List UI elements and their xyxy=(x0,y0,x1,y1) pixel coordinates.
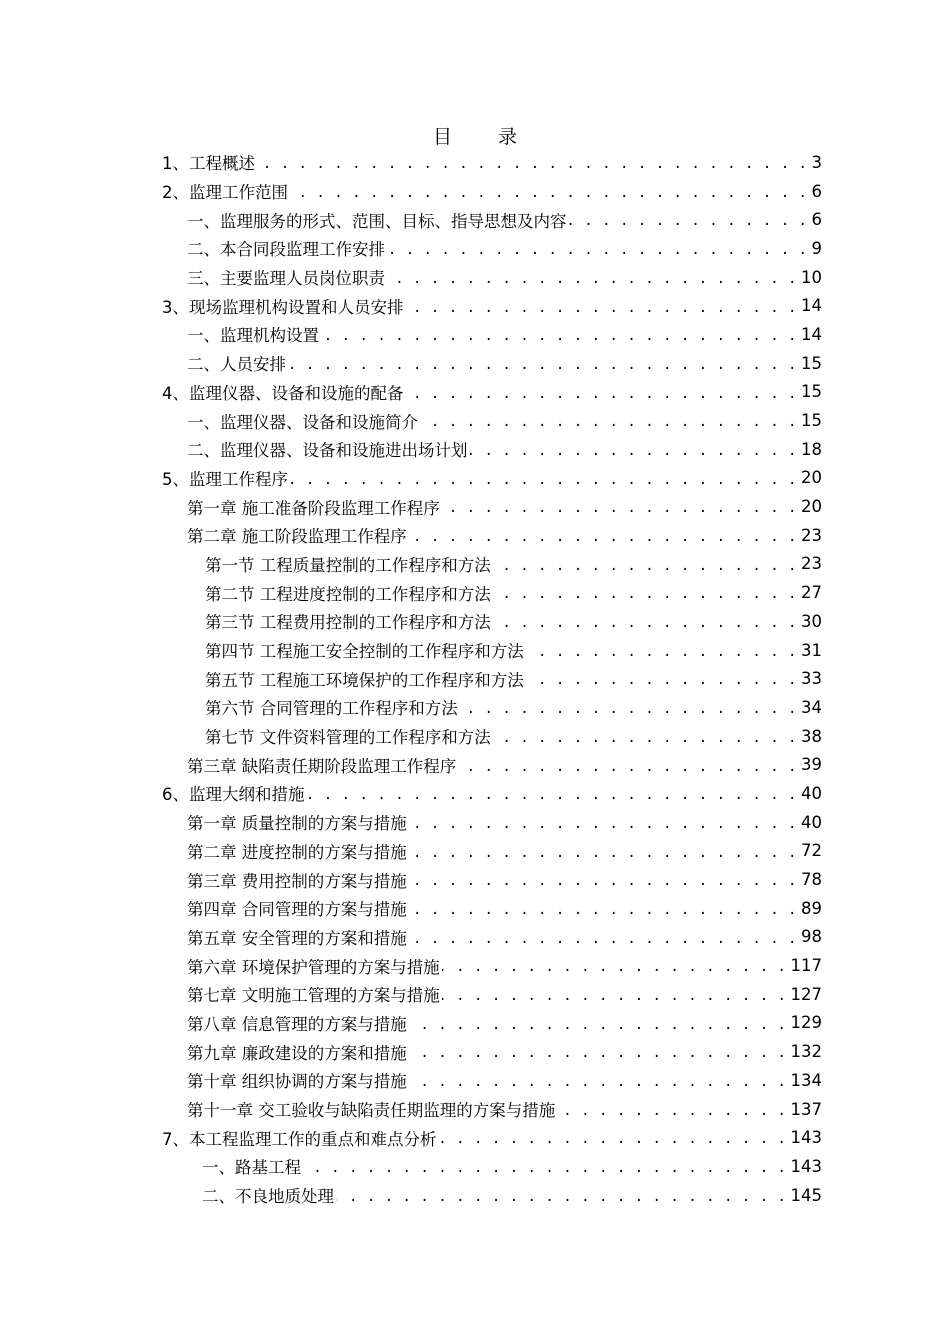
toc-dot-leader xyxy=(557,1101,786,1118)
toc-entry-label: 3、现场监理机构设置和人员安排 xyxy=(162,297,404,317)
toc-entry-label: 第七章 文明施工管理的方案与措施 xyxy=(187,986,440,1006)
toc-entry-label: 第七节 文件资料管理的工作程序和方法 xyxy=(205,728,491,748)
toc-entry[interactable] xyxy=(0,722,822,751)
toc-entry-page-number: 23 xyxy=(801,554,822,574)
toc-dot-leader xyxy=(290,470,797,487)
toc-dot-leader xyxy=(257,154,808,171)
toc-entry[interactable] xyxy=(0,693,822,722)
toc-entry-page-number: 98 xyxy=(801,927,822,947)
toc-entry-label: 第三节 工程费用控制的工作程序和方法 xyxy=(205,613,491,633)
toc-dot-leader xyxy=(493,613,797,630)
toc-entry-page-number: 27 xyxy=(801,583,822,603)
toc-dot-leader xyxy=(409,814,797,831)
toc-entry[interactable] xyxy=(0,550,822,579)
toc-entry-page-number: 6 xyxy=(811,210,822,230)
toc-entry-page-number: 15 xyxy=(801,353,822,373)
toc-entry-label: 第一节 工程质量控制的工作程序和方法 xyxy=(205,555,491,575)
toc-entry-page-number: 34 xyxy=(801,697,822,717)
toc-dot-leader xyxy=(387,240,808,257)
toc-entry-label: 第十章 组织协调的方案与措施 xyxy=(187,1072,407,1092)
toc-entry-label: 5、监理工作程序 xyxy=(162,469,288,489)
toc-entry[interactable] xyxy=(0,148,822,177)
toc-dot-leader xyxy=(526,642,797,659)
toc-entry[interactable] xyxy=(0,951,822,980)
toc-dot-leader xyxy=(303,1158,787,1175)
toc-entry-label: 第五节 工程施工环境保护的工作程序和方法 xyxy=(205,670,524,690)
toc-dot-leader xyxy=(420,412,797,429)
toc-entry-page-number: 20 xyxy=(801,468,822,488)
toc-dot-leader xyxy=(470,441,798,458)
toc-dot-leader xyxy=(493,556,797,573)
toc-dot-leader xyxy=(569,211,808,228)
toc-entry-label: 第一章 施工准备阶段监理工作程序 xyxy=(187,498,440,518)
toc-heading-right: 录 xyxy=(498,126,518,148)
toc-entry-label: 第十一章 交工验收与缺陷责任期监理的方案与措施 xyxy=(187,1101,556,1121)
toc-entry-label: 4、监理仪器、设备和设施的配备 xyxy=(162,383,404,403)
toc-dot-leader xyxy=(409,871,797,888)
toc-dot-leader xyxy=(493,728,797,745)
toc-entry-label: 二、不良地质处理 xyxy=(202,1187,334,1207)
toc-entry[interactable] xyxy=(0,779,822,808)
toc-entry-page-number: 39 xyxy=(801,755,822,775)
toc-dot-leader xyxy=(406,298,798,315)
toc-entry[interactable] xyxy=(0,808,822,837)
toc-entry-page-number: 10 xyxy=(801,267,822,287)
toc-dot-leader xyxy=(406,384,798,401)
toc-entry-page-number: 20 xyxy=(801,497,822,517)
toc-dot-leader xyxy=(409,1072,787,1089)
toc-entry-page-number: 134 xyxy=(790,1070,822,1090)
toc-dot-leader xyxy=(290,183,808,200)
toc-entry[interactable] xyxy=(0,865,822,894)
toc-entry[interactable] xyxy=(0,378,822,407)
toc-entry[interactable] xyxy=(0,980,822,1009)
toc-entry[interactable] xyxy=(0,464,822,493)
toc-entry-label: 第八章 信息管理的方案与措施 xyxy=(187,1014,407,1034)
toc-dot-leader xyxy=(442,498,797,515)
toc-entry-label: 一、监理仪器、设备和设施简介 xyxy=(187,412,418,432)
toc-entry[interactable] xyxy=(0,837,822,866)
toc-entry[interactable] xyxy=(0,205,822,234)
toc-dot-leader xyxy=(409,527,797,544)
toc-entry-label: 第一章 质量控制的方案与措施 xyxy=(187,814,407,834)
toc-entry[interactable] xyxy=(0,750,822,779)
toc-entry[interactable] xyxy=(0,1009,822,1038)
toc-entry-label: 6、监理大纲和措施 xyxy=(162,785,305,805)
toc-dot-leader xyxy=(409,1015,787,1032)
toc-entry-label: 第二章 进度控制的方案与措施 xyxy=(187,842,407,862)
toc-entry[interactable] xyxy=(0,320,822,349)
toc-entry-page-number: 30 xyxy=(801,611,822,631)
toc-entry-label: 一、监理机构设置 xyxy=(187,326,319,346)
toc-dot-leader xyxy=(336,1187,787,1204)
toc-entry[interactable] xyxy=(0,263,822,292)
toc-dot-leader xyxy=(307,785,798,802)
toc-entry-label: 第六节 合同管理的工作程序和方法 xyxy=(205,699,458,719)
toc-entry[interactable] xyxy=(0,1066,822,1095)
toc-entry-page-number: 15 xyxy=(801,411,822,431)
toc-dot-leader xyxy=(458,757,797,774)
toc-entry-page-number: 9 xyxy=(811,238,822,258)
toc-entry-page-number: 3 xyxy=(811,152,822,172)
toc-entry-page-number: 143 xyxy=(790,1128,822,1148)
toc-dot-leader xyxy=(409,900,797,917)
toc-entry[interactable] xyxy=(0,894,822,923)
toc-entry[interactable] xyxy=(0,578,822,607)
toc-entry[interactable] xyxy=(0,492,822,521)
toc-entry-label: 一、路基工程 xyxy=(202,1158,301,1178)
toc-entry[interactable] xyxy=(0,406,822,435)
toc-entry-page-number: 40 xyxy=(801,783,822,803)
toc-entry-page-number: 38 xyxy=(801,726,822,746)
toc-entry-page-number: 129 xyxy=(790,1013,822,1033)
toc-entry-page-number: 127 xyxy=(790,984,822,1004)
toc-entry-label: 第三章 缺陷责任期阶段监理工作程序 xyxy=(187,756,457,776)
toc-entry-page-number: 6 xyxy=(811,181,822,201)
toc-entry[interactable] xyxy=(0,521,822,550)
toc-entry-page-number: 33 xyxy=(801,669,822,689)
toc-entry-label: 7、本工程监理工作的重点和难点分析 xyxy=(162,1129,437,1149)
table-of-contents xyxy=(0,148,950,1209)
toc-entry-label: 第二节 工程进度控制的工作程序和方法 xyxy=(205,584,491,604)
toc-entry-label: 第四章 合同管理的方案与措施 xyxy=(187,900,407,920)
toc-entry[interactable] xyxy=(0,664,822,693)
toc-entry[interactable] xyxy=(0,1123,822,1152)
toc-entry[interactable] xyxy=(0,1181,822,1210)
toc-entry-page-number: 40 xyxy=(801,812,822,832)
toc-entry-label: 第六章 环境保护管理的方案与措施 xyxy=(187,957,440,977)
toc-entry[interactable] xyxy=(0,1037,822,1066)
toc-entry-label: 第二章 施工阶段监理工作程序 xyxy=(187,527,407,547)
toc-entry-page-number: 132 xyxy=(790,1042,822,1062)
toc-entry-page-number: 89 xyxy=(801,898,822,918)
toc-dot-leader xyxy=(460,699,797,716)
toc-entry[interactable] xyxy=(0,349,822,378)
toc-entry-label: 第三章 费用控制的方案与措施 xyxy=(187,871,407,891)
toc-dot-leader xyxy=(442,957,787,974)
toc-entry[interactable] xyxy=(0,177,822,206)
toc-entry[interactable] xyxy=(0,234,822,263)
toc-dot-leader xyxy=(387,269,797,286)
toc-entry-page-number: 143 xyxy=(790,1156,822,1176)
toc-entry-page-number: 14 xyxy=(801,324,822,344)
toc-dot-leader xyxy=(439,1129,787,1146)
toc-entry[interactable] xyxy=(0,1152,822,1181)
toc-entry[interactable] xyxy=(0,291,822,320)
toc-heading xyxy=(0,122,950,149)
toc-entry-page-number: 18 xyxy=(801,439,822,459)
toc-entry-page-number: 15 xyxy=(801,382,822,402)
toc-entry-page-number: 137 xyxy=(790,1099,822,1119)
toc-dot-leader xyxy=(288,355,797,372)
toc-entry-label: 第五章 安全管理的方案和措施 xyxy=(187,928,407,948)
toc-entry-label: 二、人员安排 xyxy=(187,355,286,375)
toc-dot-leader xyxy=(526,670,797,687)
toc-entry[interactable] xyxy=(0,1095,822,1124)
toc-dot-leader xyxy=(409,843,797,860)
toc-entry-label: 第四节 工程施工安全控制的工作程序和方法 xyxy=(205,642,524,662)
toc-entry-page-number: 31 xyxy=(801,640,822,660)
toc-entry-page-number: 117 xyxy=(790,956,822,976)
toc-entry[interactable] xyxy=(0,607,822,636)
toc-entry[interactable] xyxy=(0,923,822,952)
toc-entry[interactable] xyxy=(0,435,822,464)
toc-entry-label: 三、主要监理人员岗位职责 xyxy=(187,269,385,289)
toc-entry-page-number: 72 xyxy=(801,841,822,861)
toc-entry-label: 1、工程概述 xyxy=(162,154,255,174)
toc-entry-label: 二、监理仪器、设备和设施进出场计划 xyxy=(187,441,468,461)
toc-entry-label: 二、本合同段监理工作安排 xyxy=(187,240,385,260)
toc-dot-leader xyxy=(493,584,797,601)
toc-dot-leader xyxy=(409,1043,787,1060)
toc-dot-leader xyxy=(409,929,797,946)
toc-entry-page-number: 145 xyxy=(790,1185,822,1205)
toc-dot-leader xyxy=(442,986,787,1003)
toc-heading-left: 目 xyxy=(432,126,452,148)
toc-entry-page-number: 78 xyxy=(801,870,822,890)
toc-entry[interactable] xyxy=(0,636,822,665)
toc-dot-leader xyxy=(321,326,797,343)
toc-entry-page-number: 23 xyxy=(801,525,822,545)
toc-entry-label: 一、监理服务的形式、范围、目标、指导思想及内容 xyxy=(187,211,567,231)
toc-entry-label: 第九章 廉政建设的方案和措施 xyxy=(187,1043,407,1063)
toc-entry-label: 2、监理工作范围 xyxy=(162,183,288,203)
toc-entry-page-number: 14 xyxy=(801,296,822,316)
